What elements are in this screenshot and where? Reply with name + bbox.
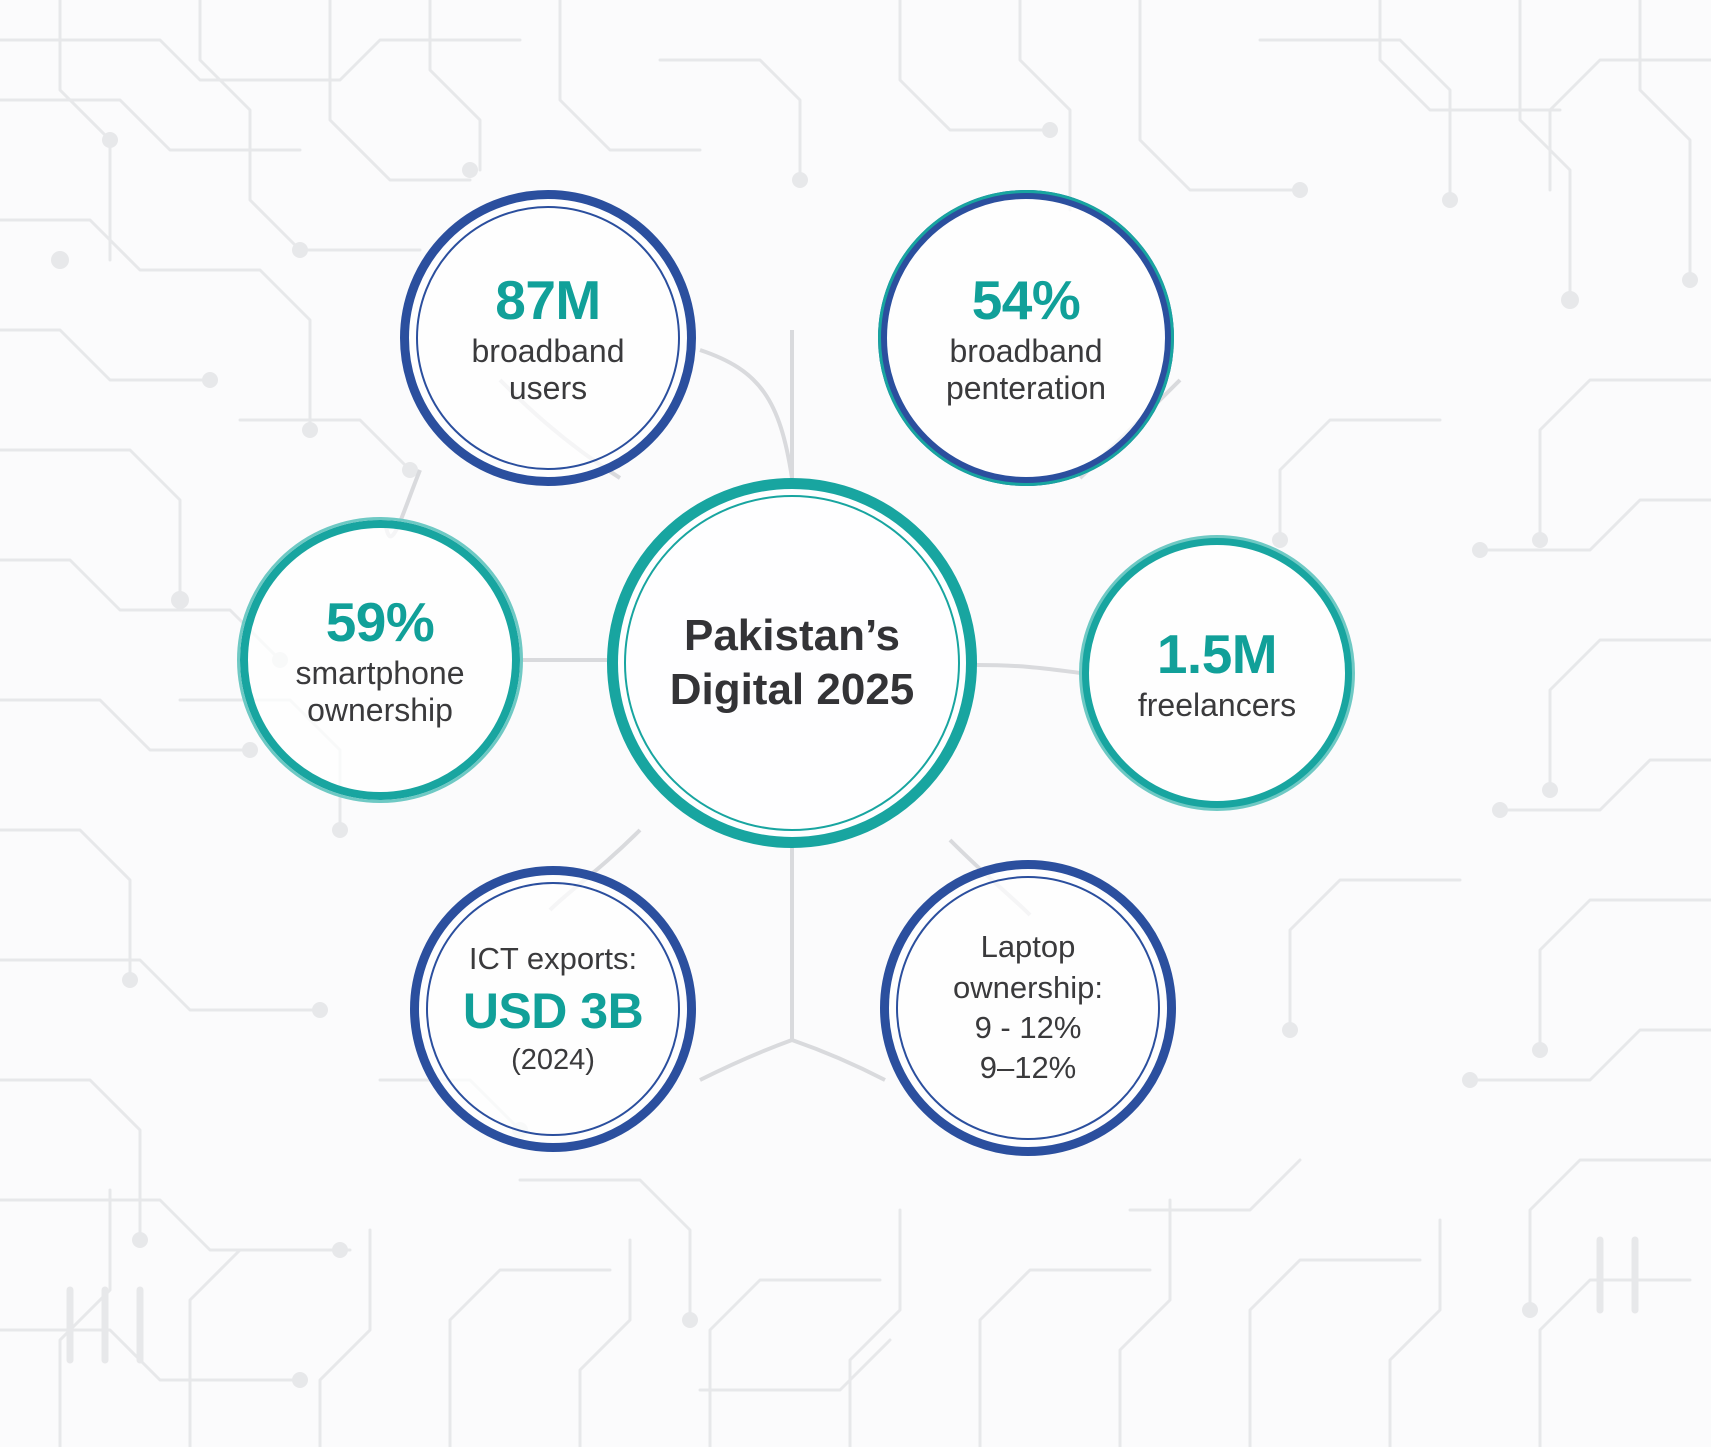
node-broadband-users-content — [457, 268, 638, 408]
node-laptop-ownership-label-line1: Laptop — [980, 929, 1076, 965]
node-freelancers — [1081, 537, 1353, 809]
center-line-2: Digital — [669, 665, 805, 714]
node-ict-exports-caption: ICT exports: — [468, 941, 638, 977]
node-laptop-ownership-content — [939, 927, 1117, 1088]
node-broadband-users-label-line1: broadband — [471, 332, 625, 369]
node-ict-exports-note: (2024) — [511, 1043, 595, 1076]
node-freelancers-content — [1124, 622, 1310, 725]
node-laptop-ownership — [880, 860, 1176, 1156]
node-broadband-users-label-line2: users — [508, 370, 588, 407]
node-laptop-ownership-label-line4: 9–12% — [979, 1050, 1077, 1086]
node-broadband-penetration-label-line2: penteration — [945, 370, 1107, 407]
node-smartphone-ownership-label-line1: smartphone — [295, 654, 465, 691]
center-node-pakistans-digital-2025 — [607, 478, 977, 848]
center-line-1: Pakistan’s — [683, 611, 901, 661]
node-laptop-ownership-label-line2: ownership: — [953, 969, 1103, 1005]
center-node-label — [618, 609, 966, 716]
node-broadband-users — [400, 190, 696, 486]
node-smartphone-ownership-value: 59% — [325, 590, 435, 653]
node-smartphone-ownership-label-line2: ownership — [307, 692, 453, 729]
node-broadband-penetration-value: 54% — [971, 268, 1081, 331]
node-smartphone-ownership — [240, 520, 520, 800]
node-broadband-users-value: 87M — [495, 268, 601, 331]
node-freelancers-label-line1: freelancers — [1137, 686, 1297, 723]
node-ict-exports-value: USD 3B — [462, 982, 644, 1039]
node-freelancers-value: 1.5M — [1156, 622, 1278, 685]
node-ict-exports — [410, 866, 696, 1152]
node-smartphone-ownership-content — [282, 590, 479, 730]
node-broadband-penetration — [878, 190, 1174, 486]
node-ict-exports-content — [449, 941, 657, 1077]
node-broadband-penetration-content — [932, 268, 1120, 408]
node-broadband-penetration-label-line1: broadband — [949, 332, 1103, 369]
node-laptop-ownership-label-line3: 9 - 12% — [974, 1010, 1082, 1045]
center-line-3: 2025 — [816, 665, 915, 714]
